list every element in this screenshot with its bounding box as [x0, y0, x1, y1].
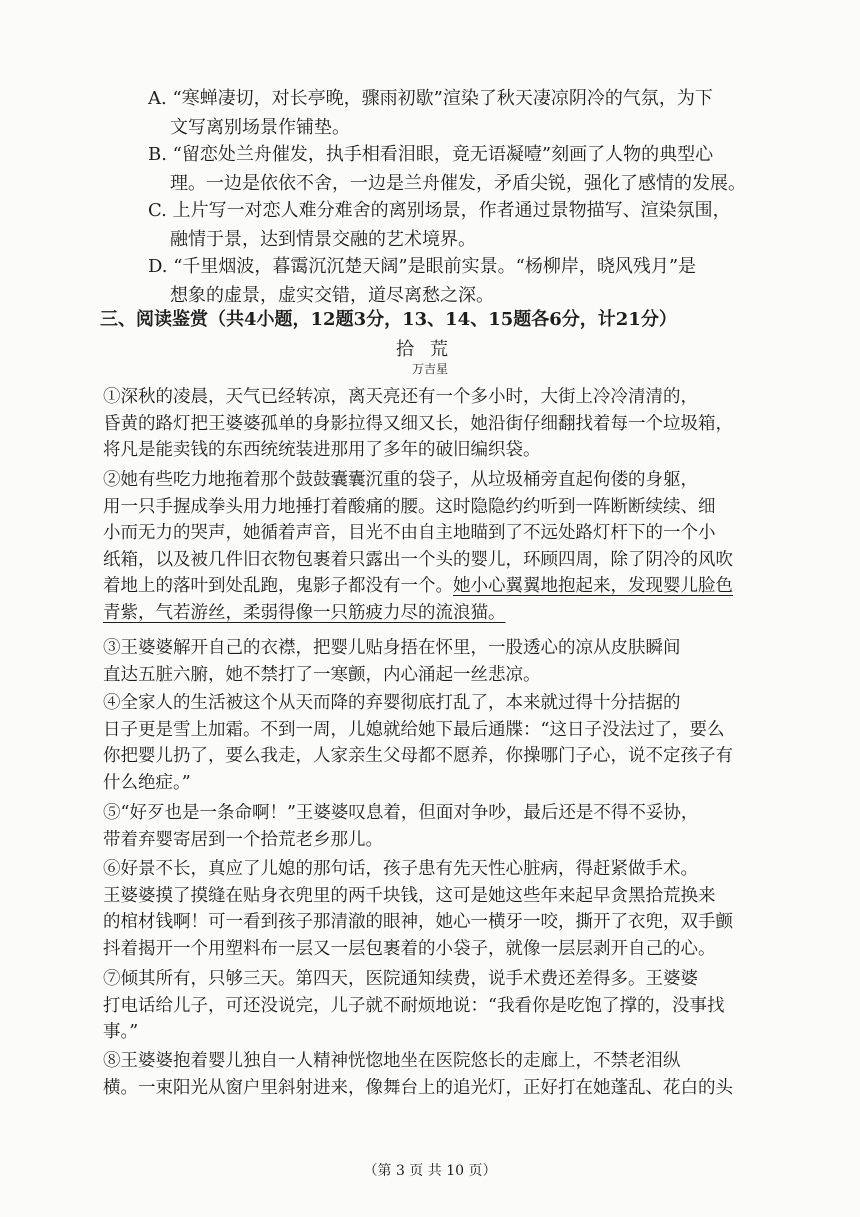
- option-d-line2: 想象的虚景，虚实交错，道尽离愁之深。: [170, 285, 494, 306]
- option-a-line1: A. “寒蝉凄切，对长亭晚，骤雨初歇”渲染了秋天凄凉阴冷的气氛，为下: [148, 88, 713, 109]
- text-line: ③王婆婆解开自己的衣襟，把婴儿贴身捂在怀里，一股透心的凉从皮肤瞬间: [103, 638, 681, 658]
- option-a-line2: 文写离别场景作铺垫。: [170, 117, 350, 138]
- text-line: 带着弃婴寄居到一个拾荒老乡那儿。: [103, 829, 383, 850]
- text-line: [103, 573, 761, 600]
- paragraph-2: [103, 467, 761, 626]
- paragraph-4: [103, 690, 761, 796]
- text-line: ⑤“好歹也是一条命啊！”王婆婆叹息着，但面对争吵，最后还是不得不妥协，: [103, 803, 699, 823]
- text-line: 什么绝症。”: [103, 772, 191, 793]
- text-line: 打电话给儿子，可还没说完，儿子就不耐烦地说：“我看你是吃饱了撑的，没事找: [103, 995, 725, 1016]
- underlined-sentence-part1: 她小心翼翼地抱起来，发现婴儿脸色: [453, 576, 733, 596]
- paragraph-3: [103, 635, 761, 688]
- text-line: 直达五脏六腑，她不禁打了一寒颤，内心涌起一丝悲凉。: [103, 664, 541, 685]
- option-b: [148, 140, 768, 198]
- text-line: 小而无力的哭声，她循着声音，目光不由自主地瞄到了不远处路灯杆下的一个小: [103, 523, 716, 543]
- option-d-line1: D. “千里烟波，暮霭沉沉楚天阔”是眼前实景。“杨柳岸，晓风残月”是: [148, 256, 697, 277]
- article-author: 万吉星: [411, 362, 448, 376]
- text-line: 纸箱，以及被几件旧衣物包裹着只露出一个头的婴儿，环顾四周，除了阴冷的风吹: [103, 549, 733, 570]
- text-line: 昏黄的路灯把王婆婆孤单的身影拉得又细又长，她沿街仔细翻找着每一个垃圾箱，: [103, 413, 733, 434]
- option-b-line2: 理。一边是依依不舍，一边是兰舟催发，矛盾尖锐，强化了感情的发展。: [170, 173, 746, 194]
- text-line: ②她有些吃力地拖着那个鼓鼓囊囊沉重的袋子，从垃圾桶旁直起佝偻的身躯，: [103, 470, 698, 490]
- text-line: 的棺材钱啊！可一看到孩子那清澈的眼神，她心一横牙一咬，撕开了衣兜，双手颤: [103, 912, 733, 932]
- underlined-sentence-part2: 青紫，气若游丝，柔弱得像一只筋疲力尽的流浪猫。: [103, 602, 506, 623]
- paragraph-1: [103, 384, 761, 464]
- text-line: ⑦倾其所有，只够三天。第四天，医院通知续费，说手术费还差得多。王婆婆: [103, 969, 698, 989]
- text-line: 抖着揭开一个用塑料布一层又一层包裹着的小袋子，就像一层层剥开自己的心。: [103, 938, 716, 959]
- text-line: 你把婴儿扔了，要么我走，人家亲生父母都不愿养，你操哪门子心，说不定孩子有: [103, 746, 733, 766]
- option-c-line1: C. 上片写一对恋人难分难舍的离别场景，作者通过景物描写、渲染氛围，: [148, 200, 731, 221]
- paragraph-5: [103, 800, 761, 853]
- text-line: ⑧王婆婆抱着婴儿独自一人精神恍惚地坐在医院悠长的走廊上，不禁老泪纵: [103, 1051, 681, 1071]
- option-d: [148, 252, 768, 310]
- text-line: 用一只手握成拳头用力地捶打着酸痛的腰。这时隐隐约约听到一阵断断续续、细: [103, 496, 716, 517]
- option-c-line2: 融情于景，达到情景交融的艺术境界。: [170, 229, 476, 250]
- text-line: 王婆婆摸了摸缝在贴身衣兜里的两千块钱，这可是她这些年来起早贪黑拾荒换来: [103, 885, 716, 906]
- paragraph-7: [103, 966, 761, 1046]
- option-b-line1: B. “留恋处兰舟催发，执手相看泪眼，竟无语凝噎”刻画了人物的典型心: [148, 144, 714, 165]
- option-a: [148, 84, 768, 142]
- text-line: 事。”: [103, 1022, 139, 1042]
- text-segment: 着地上的落叶到处乱跑，鬼影子都没有一个。: [103, 576, 453, 596]
- paragraph-6: [103, 856, 761, 962]
- text-line: 日子更是雪上加霜。不到一周，儿媳就给她下最后通牒：“这日子没法过了，要么: [103, 719, 725, 740]
- page-number-footer: （第 3 页 共 10 页）: [363, 1163, 497, 1179]
- section-heading: 三、阅读鉴赏（共4小题，12题3分，13、14、15题各6分，计21分）: [100, 309, 677, 330]
- text-line: ④全家人的生活被这个从天而降的弃婴彻底打乱了，本来就过得十分拮据的: [103, 693, 681, 713]
- text-line: ①深秋的凌晨，天气已经转凉，离天亮还有一个多小时，大街上冷冷清清的，: [103, 387, 698, 407]
- article-title: 拾荒: [396, 339, 464, 360]
- paragraph-8: [103, 1048, 761, 1101]
- text-line: 横。一束阳光从窗户里斜射进来，像舞台上的追光灯，正好打在她蓬乱、花白的头: [103, 1077, 733, 1098]
- text-line: ⑥好景不长，真应了儿媳的那句话，孩子患有先天性心脏病，得赶紧做手术。: [103, 859, 698, 879]
- text-line: 将凡是能卖钱的东西统统装进那用了多年的破旧编织袋。: [103, 440, 541, 460]
- option-c: [148, 196, 768, 254]
